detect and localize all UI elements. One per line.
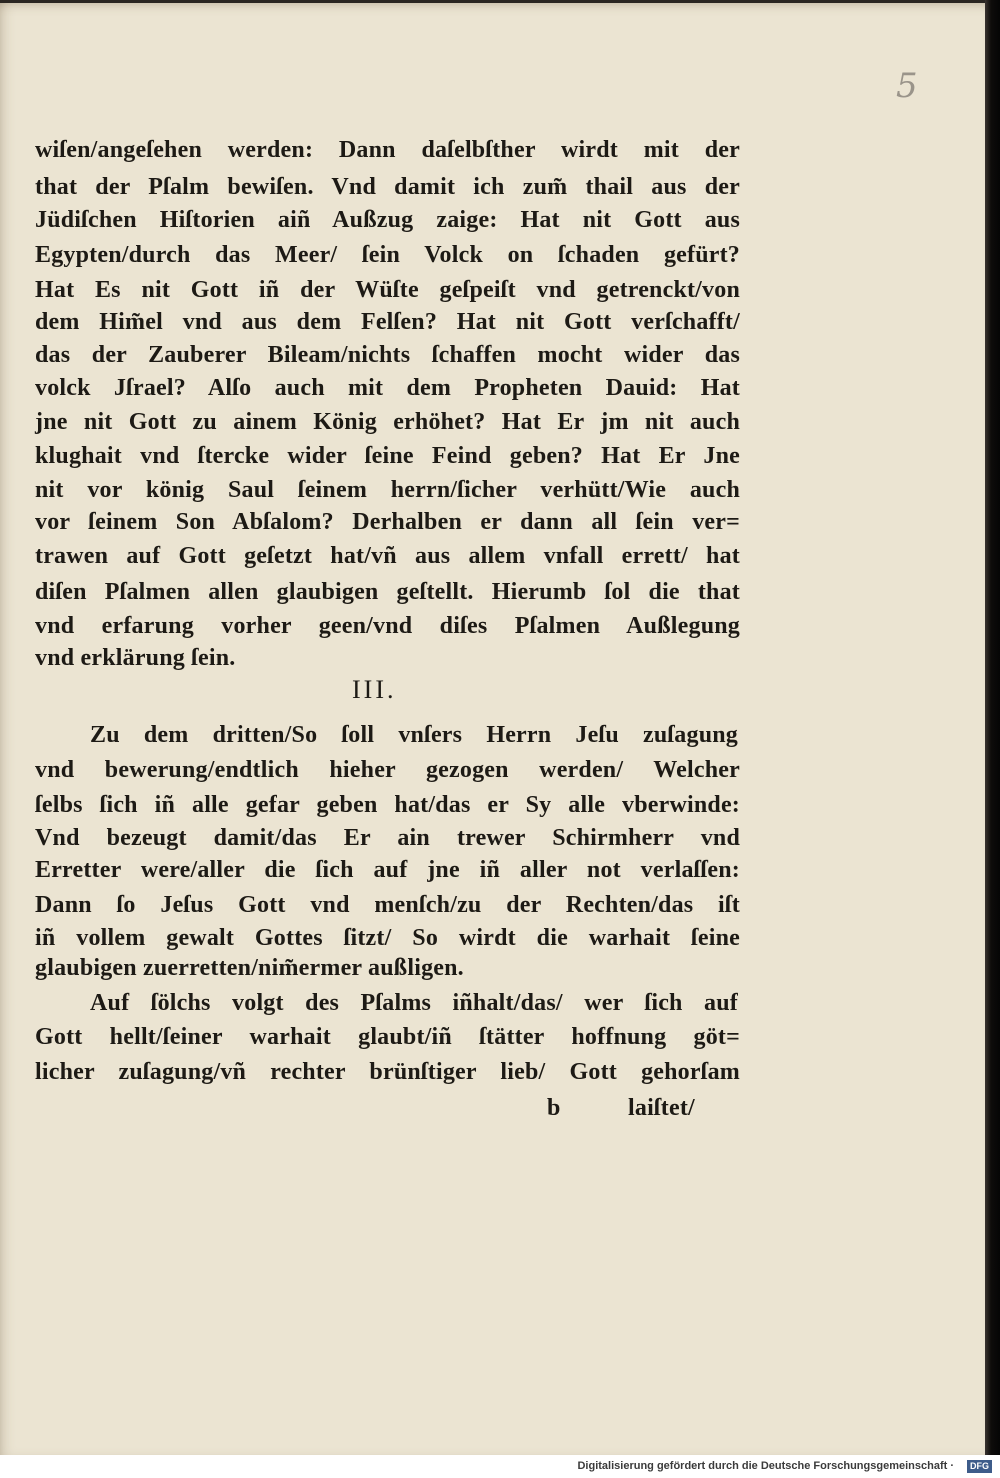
text-line: glaubigen zuerretten/nim̃ermer außligen.: [35, 955, 464, 981]
text-line: iñ vollem gewalt Gottes ſitzt/ So wirdt die warhait ſeine: [35, 925, 740, 951]
text-line: Gott hellt/ſeiner warhait glaubt/iñ ſtätter hoffnung göt=: [35, 1024, 740, 1050]
text-line: Egypten/durch das Meer/ ſein Volck on ſchaden gefürt?: [35, 242, 740, 268]
text-line: Auf ſölchs volgt des Pſalms iñhalt/das/ wer ſich auf: [90, 990, 738, 1016]
text-line: Vnd bezeugt damit/das Er ain trewer Schirmherr vnd: [35, 825, 740, 851]
text-line: diſen Pſalmen allen glaubigen geſtellt. Hierumb ſol die that: [35, 579, 740, 605]
text-line: vor ſeinem Son Abſalom? Derhalben er dann all ſein ver=: [35, 509, 740, 535]
text-line: trawen auf Gott geſetzt hat/vñ aus allem vnfall errett/ hat: [35, 543, 740, 569]
text-line: nit vor könig Saul ſeinem herrn/ſicher verhütt/Wie auch: [35, 477, 740, 503]
text-line: Jüdiſchen Hiſtorien aiñ Außzug zaige: Hat nit Gott aus: [35, 207, 740, 233]
text-line: Erretter were/aller die ſich auf jne iñ aller not verlaſſen:: [35, 857, 740, 883]
text-line: klughait vnd ſtercke wider ſeine Feind geben? Hat Er Jne: [35, 443, 740, 469]
text-line: dem Him̃el vnd aus dem Felſen? Hat nit Gott verſchafft/: [35, 309, 740, 335]
text-line: wiſen/angeſehen werden: Dann daſelbſther wirdt mit der: [35, 137, 740, 163]
text-line: licher zuſagung/vñ rechter brünſtiger lieb/ Gott gehorſam: [35, 1059, 740, 1085]
signature-mark: b: [547, 1095, 561, 1121]
catchword: laiſtet/: [628, 1095, 695, 1121]
text-line: jne nit Gott zu ainem König erhöhet? Hat Er jm nit auch: [35, 409, 740, 435]
digitization-footer: [0, 1455, 1000, 1478]
text-line: ſelbs ſich iñ alle gefar geben hat/das er Sy alle vberwinde:: [35, 792, 740, 818]
text-line: vnd erklärung ſein.: [35, 645, 236, 671]
section-heading: III.: [352, 675, 397, 704]
scan-top-edge: [0, 0, 1000, 3]
text-line: that der Pſalm bewiſen. Vnd damit ich zum̃ thail aus der: [35, 174, 740, 200]
dfg-logo: DFG: [967, 1460, 992, 1473]
folio-number: 5: [896, 66, 918, 106]
footer-credit: Digitalisierung gefördert durch die Deutsche Forschungsgemeinschaft ·: [577, 1460, 954, 1472]
text-line: Hat Es nit Gott iñ der Wüſte geſpeiſt vnd getrenckt/von: [35, 277, 740, 303]
scan-right-border: [985, 0, 1000, 1455]
text-line: volck Jſrael? Alſo auch mit dem Propheten Dauid: Hat: [35, 375, 740, 401]
text-line: vnd erfarung vorher geen/vnd diſes Pſalmen Außlegung: [35, 613, 740, 639]
text-line: vnd bewerung/endtlich hieher gezogen werden/ Welcher: [35, 757, 740, 783]
text-line: Dann ſo Jeſus Gott vnd menſch/zu der Rechten/das iſt: [35, 892, 740, 918]
text-line: das der Zauberer Bileam/nichts ſchaffen mocht wider das: [35, 342, 740, 368]
text-line: Zu dem dritten/So ſoll vnſers Herrn Jeſu zuſagung: [90, 722, 738, 748]
